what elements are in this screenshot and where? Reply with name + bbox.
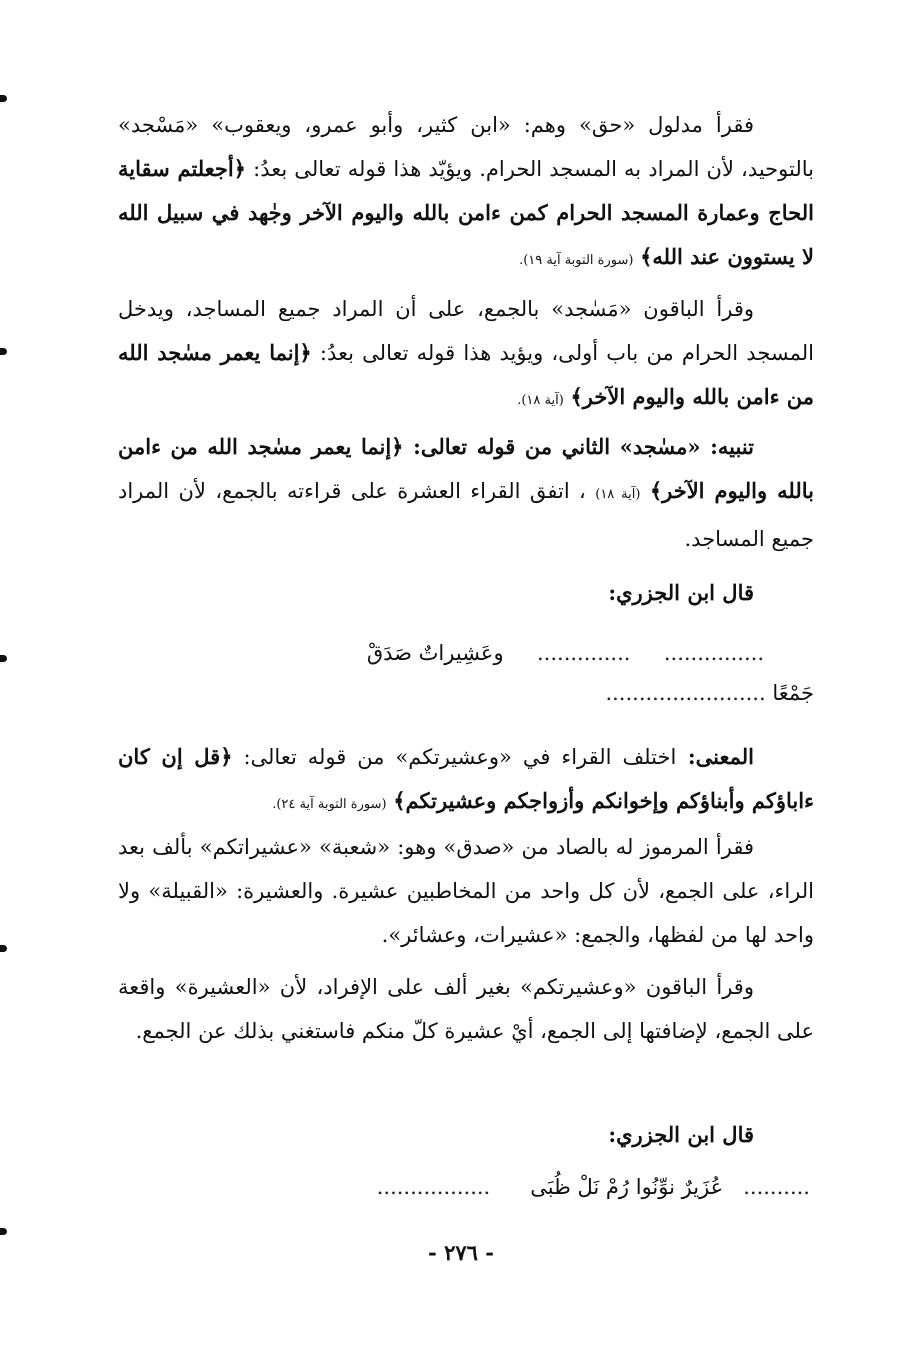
paragraph-text: تنبيه: «مسٰجد» الثاني من قوله تعالى: — [403, 434, 754, 459]
verse-reference: (آية ١٨). — [517, 393, 564, 408]
scan-edge-mark — [0, 655, 7, 662]
poem-text: عُزَيرٌ نوِّنُوا رُمْ نَلْ ظُبَى — [530, 1175, 724, 1199]
paragraph-1 — [118, 103, 814, 283]
paragraph-text: اختلف القراء في «وعشيرتكم» من قوله تعالى: — [232, 745, 677, 769]
scan-edge-mark — [0, 95, 7, 102]
verse-reference: (سورة التوبة آية ١٩). — [519, 253, 634, 268]
scan-edge-mark — [0, 1228, 7, 1235]
quran-quote: ﴿أجعلتم سقاية الحاج وعمارة المسجد الحرام كمن ءامن بالله واليوم الآخر وجٰهد في سبيل الله لا يستوون عند الله﴾ — [118, 156, 814, 269]
poem-line-2 — [605, 678, 814, 708]
verse-reference: (سورة التوبة آية ٢٤). — [272, 797, 387, 812]
paragraph-6 — [118, 965, 814, 1053]
paragraph-text: وقرأ الباقون «مَسٰجد» بالجمع، على أن المراد جميع المساجد، ويدخل المسجد الحرام من باب أولى، ويؤيد هذا قوله تعالى بعدُ: — [118, 297, 814, 365]
quran-quote: ﴿إنما يعمر مسٰجد الله من ءامن بالله واليوم الآخر﴾ — [118, 340, 814, 409]
paragraph-text: فقرأ مدلول «حق» وهم: «ابن كثير، وأبو عمرو، ويعقوب» «مَسْجد» بالتوحيد، لأن المراد به المسجد الحرام. ويؤيّد هذا قوله تعالى بعدُ: — [118, 113, 814, 181]
ellipsis-dots: ................. — [376, 1175, 491, 1199]
ellipsis-dots: ........................ — [605, 681, 766, 705]
paragraph-text: ، اتفق القراء العشرة على قراءته بالجمع، لأن المراد جميع المساجد. — [118, 479, 814, 551]
poem-text: وعَشِيراتٌ صَدَقْ — [366, 641, 504, 665]
scan-edge-mark — [0, 945, 7, 952]
page-number: - ٢٧٦ - — [428, 1240, 494, 1265]
paragraph-text: وقرأ الباقون «وعشيرتكم» بغير ألف على الإفراد، لأن «العشيرة» واقعة على الجمع، لإضافتها إلى الجمع، أيْ عشيرة كلّ منكم فاستغني بذلك عن الجمع. — [118, 975, 814, 1043]
quran-quote: ﴿إنما يعمر مسٰجد الله من ءامن بالله واليوم الآخر﴾ — [118, 434, 814, 503]
paragraph-3 — [118, 425, 814, 561]
paragraph-4 — [118, 735, 814, 827]
section-heading: قال ابن الجزري: — [608, 1122, 754, 1147]
paragraph-label: المعنى: — [676, 744, 754, 769]
paragraph-text: فقرأ المرموز له بالصاد من «صدق» وهو: «شعبة» «عشيراتكم» بألف بعد الراء، على الجمع، لأن كل واحد من المخاطبين عشيرة. والعشيرة: «القبيلة» ولا واحد لها من لفظها، والجمع: «عشيرات، وعشائر». — [118, 835, 814, 947]
poem-line-1 — [367, 638, 764, 668]
paragraph-5 — [118, 825, 814, 957]
ellipsis-dots: ............... — [663, 641, 764, 665]
poem-line-3 — [377, 1172, 810, 1202]
poem-text: جَمْعًا — [772, 681, 814, 705]
verse-reference: (آية ١٨) — [595, 487, 641, 502]
ellipsis-dots: .......... — [743, 1175, 810, 1199]
quran-quote: ﴿قل إن كان ءاباؤكم وأبناؤكم وإخوانكم وأزواجكم وعشيرتكم﴾ — [118, 744, 814, 813]
paragraph-2 — [118, 287, 814, 423]
scan-edge-mark — [0, 348, 7, 355]
section-heading: قال ابن الجزري: — [608, 580, 754, 605]
ellipsis-dots: .............. — [537, 641, 631, 665]
